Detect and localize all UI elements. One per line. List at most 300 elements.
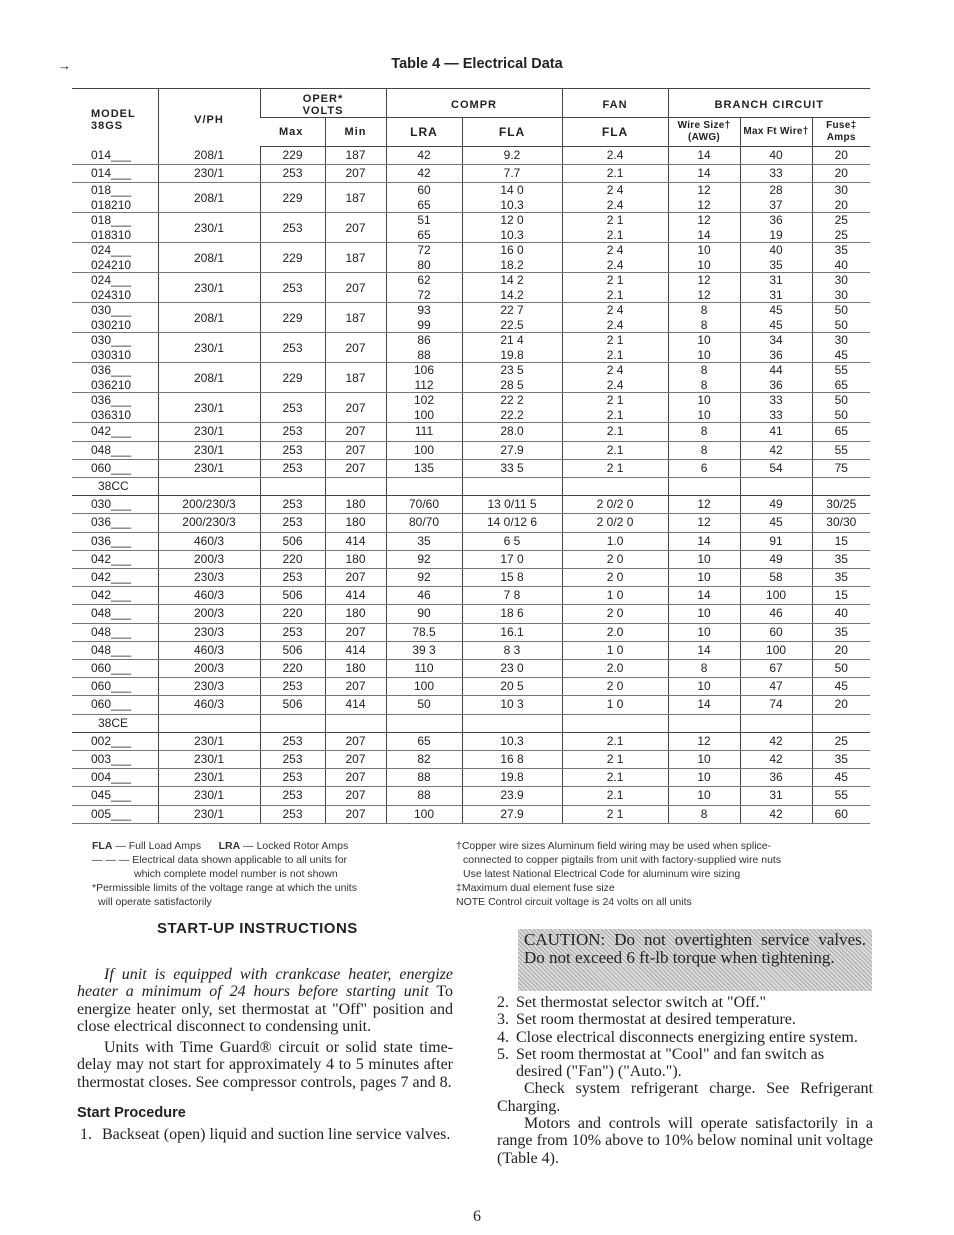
lra-cell: 70/60 bbox=[386, 496, 462, 514]
lra-cell: 106 112 bbox=[386, 363, 462, 393]
fan-cell: 2 4 2.4 bbox=[562, 183, 668, 213]
model-cell bbox=[72, 550, 158, 568]
model-number: 024___ bbox=[91, 273, 132, 288]
table-row bbox=[72, 805, 870, 823]
model-number: 005___ bbox=[91, 806, 132, 821]
model-suffix-blank: ___ bbox=[111, 770, 132, 785]
header-fan: FAN bbox=[562, 89, 668, 118]
min-cell: 207 bbox=[325, 787, 386, 805]
wire-cell: 14 bbox=[668, 147, 740, 165]
ft-cell: 49 bbox=[740, 550, 812, 568]
fan-cell: 2 1 bbox=[562, 459, 668, 477]
max-cell: 229 bbox=[260, 363, 325, 393]
fan-cell: 2 0 bbox=[562, 569, 668, 587]
max-cell: 253 bbox=[260, 423, 325, 441]
model-cell bbox=[72, 641, 158, 659]
lra-cell: 46 bbox=[386, 587, 462, 605]
empty-cell bbox=[158, 478, 260, 496]
empty-cell bbox=[386, 714, 462, 732]
min-cell: 180 bbox=[325, 605, 386, 623]
model-suffix-blank: ___ bbox=[111, 570, 132, 585]
fan-cell: 2.1 bbox=[562, 441, 668, 459]
table-row bbox=[72, 441, 870, 459]
model-cell bbox=[72, 660, 158, 678]
fan-cell: 2.4 bbox=[562, 147, 668, 165]
min-cell: 207 bbox=[325, 423, 386, 441]
fuse-cell: 25 bbox=[812, 732, 870, 750]
note-fla-abbr: FLA bbox=[92, 840, 113, 852]
fuse-cell: 20 bbox=[812, 696, 870, 714]
voltage-paragraph: Motors and controls will operate satisfactorily in a range from 10% above to 10% below nominal unit voltage (Table 4). bbox=[497, 1115, 873, 1167]
vph-cell: 208/1 bbox=[158, 183, 260, 213]
model-number: 042___ bbox=[91, 424, 132, 439]
table-title: Table 4 — Electrical Data bbox=[391, 56, 563, 72]
vph-cell: 200/3 bbox=[158, 550, 260, 568]
header-lra: LRA bbox=[386, 118, 462, 147]
wire-cell: 10 bbox=[668, 623, 740, 641]
fla-cell: 27.9 bbox=[462, 441, 562, 459]
fla-cell: 22 2 22.2 bbox=[462, 393, 562, 423]
model-number: 036___ bbox=[91, 363, 132, 378]
ft-cell: 36 bbox=[740, 769, 812, 787]
ft-cell: 54 bbox=[740, 459, 812, 477]
max-cell: 253 bbox=[260, 459, 325, 477]
fuse-cell: 20 bbox=[812, 147, 870, 165]
max-cell: 253 bbox=[260, 333, 325, 363]
crankcase-paragraph bbox=[77, 966, 453, 1035]
fan-cell: 2 4 2.4 bbox=[562, 363, 668, 393]
lra-cell: 135 bbox=[386, 459, 462, 477]
table-row bbox=[72, 393, 870, 423]
model-number: 048___ bbox=[91, 606, 132, 621]
min-cell: 187 bbox=[325, 183, 386, 213]
empty-cell bbox=[325, 478, 386, 496]
table-row bbox=[72, 532, 870, 550]
table-row bbox=[72, 660, 870, 678]
lra-cell: 42 bbox=[386, 147, 462, 165]
min-cell: 207 bbox=[325, 165, 386, 183]
fla-cell: 19.8 bbox=[462, 769, 562, 787]
fla-cell: 9.2 bbox=[462, 147, 562, 165]
fla-cell: 10 3 bbox=[462, 696, 562, 714]
model-suffix-blank: ___ bbox=[111, 213, 132, 228]
fuse-cell: 30 30 bbox=[812, 273, 870, 303]
model-suffix-blank: ___ bbox=[111, 303, 132, 318]
caution-box: CAUTION: Do not overtighten service valves. Do not exceed 6 ft-lb torque when tightening. bbox=[518, 929, 872, 991]
fuse-cell: 30/30 bbox=[812, 514, 870, 532]
table-row bbox=[72, 514, 870, 532]
table-row bbox=[72, 273, 870, 303]
fla-cell: 33 5 bbox=[462, 459, 562, 477]
ft-cell: 36 19 bbox=[740, 213, 812, 243]
empty-cell bbox=[562, 714, 668, 732]
note-lra-text: — Locked Rotor Amps bbox=[240, 840, 349, 852]
max-cell: 229 bbox=[260, 183, 325, 213]
ft-cell: 46 bbox=[740, 605, 812, 623]
model-suffix-blank: ___ bbox=[111, 733, 132, 748]
wire-cell: 12 bbox=[668, 732, 740, 750]
wire-cell: 12 bbox=[668, 514, 740, 532]
right-column bbox=[497, 994, 873, 1167]
min-cell: 207 bbox=[325, 393, 386, 423]
model-suffix-blank: ___ bbox=[111, 497, 132, 512]
notes-right bbox=[456, 839, 781, 909]
model-cell bbox=[72, 147, 158, 165]
wire-cell: 14 bbox=[668, 587, 740, 605]
model-suffix-blank: ___ bbox=[111, 243, 132, 258]
fan-cell: 2.1 bbox=[562, 787, 668, 805]
ft-cell: 42 bbox=[740, 732, 812, 750]
ft-cell: 58 bbox=[740, 569, 812, 587]
model-cell bbox=[72, 769, 158, 787]
lra-cell: 93 99 bbox=[386, 303, 462, 333]
table-row bbox=[72, 183, 870, 213]
vph-cell: 208/1 bbox=[158, 303, 260, 333]
fuse-cell: 45 bbox=[812, 769, 870, 787]
vph-cell: 200/230/3 bbox=[158, 496, 260, 514]
vph-cell: 460/3 bbox=[158, 696, 260, 714]
model-cell bbox=[72, 605, 158, 623]
ft-cell: 100 bbox=[740, 641, 812, 659]
note-lra-abbr: LRA bbox=[218, 840, 241, 852]
charge-paragraph: Check system refrigerant charge. See Refrigerant Charging. bbox=[497, 1080, 873, 1115]
wire-cell: 6 bbox=[668, 459, 740, 477]
fan-cell: 2.1 bbox=[562, 769, 668, 787]
model-cell bbox=[72, 496, 158, 514]
max-cell: 229 bbox=[260, 147, 325, 165]
vph-cell: 230/1 bbox=[158, 333, 260, 363]
model-cell bbox=[72, 623, 158, 641]
max-cell: 229 bbox=[260, 243, 325, 273]
model-number: 060___ bbox=[91, 697, 132, 712]
model-suffix-blank: ___ bbox=[111, 460, 132, 475]
header-max: Max bbox=[260, 118, 325, 147]
wire-cell: 10 bbox=[668, 550, 740, 568]
min-cell: 187 bbox=[325, 147, 386, 165]
vph-cell: 460/3 bbox=[158, 641, 260, 659]
step-2: 2. Set thermostat selector switch at "Off." bbox=[497, 994, 767, 1011]
fla-cell: 7.7 bbox=[462, 165, 562, 183]
fuse-cell: 50 bbox=[812, 660, 870, 678]
step-1-text: Backseat (open) liquid and suction line service valves. bbox=[102, 1126, 451, 1144]
table-row bbox=[72, 732, 870, 750]
table-row bbox=[72, 550, 870, 568]
ft-cell: 60 bbox=[740, 623, 812, 641]
lra-cell: 92 bbox=[386, 550, 462, 568]
vph-cell: 230/1 bbox=[158, 805, 260, 823]
ft-cell: 49 bbox=[740, 496, 812, 514]
fla-cell: 28.0 bbox=[462, 423, 562, 441]
ft-cell: 74 bbox=[740, 696, 812, 714]
model-cell bbox=[72, 805, 158, 823]
max-cell: 253 bbox=[260, 805, 325, 823]
empty-cell bbox=[260, 478, 325, 496]
fuse-cell: 15 bbox=[812, 587, 870, 605]
fan-cell: 1 0 bbox=[562, 587, 668, 605]
min-cell: 207 bbox=[325, 569, 386, 587]
lra-cell: 111 bbox=[386, 423, 462, 441]
model-cell bbox=[72, 363, 158, 393]
fan-cell: 2 1 2.1 bbox=[562, 213, 668, 243]
empty-cell bbox=[325, 714, 386, 732]
fla-cell: 12 0 10.3 bbox=[462, 213, 562, 243]
lra-cell: 110 bbox=[386, 660, 462, 678]
ft-cell: 42 bbox=[740, 441, 812, 459]
model-cell bbox=[72, 273, 158, 303]
note-asterisk-cont: will operate satisfactorily bbox=[98, 896, 212, 908]
empty-cell bbox=[668, 478, 740, 496]
fla-cell: 16.1 bbox=[462, 623, 562, 641]
fla-cell: 22 7 22.5 bbox=[462, 303, 562, 333]
model-cell bbox=[72, 532, 158, 550]
note-control: NOTE Control circuit voltage is 24 volts on all units bbox=[456, 896, 692, 908]
fan-cell: 2.1 bbox=[562, 732, 668, 750]
min-cell: 180 bbox=[325, 550, 386, 568]
table-row bbox=[72, 423, 870, 441]
wire-cell: 10 10 bbox=[668, 393, 740, 423]
min-cell: 207 bbox=[325, 769, 386, 787]
lra-cell: 39 3 bbox=[386, 641, 462, 659]
model-cell bbox=[72, 459, 158, 477]
model-number: 030210 bbox=[91, 317, 132, 332]
model-number: 018210 bbox=[91, 197, 132, 212]
fuse-cell: 35 bbox=[812, 751, 870, 769]
max-cell: 253 bbox=[260, 623, 325, 641]
model-number: 004___ bbox=[91, 770, 132, 785]
table-row bbox=[72, 641, 870, 659]
margin-arrow: → bbox=[58, 58, 71, 73]
model-suffix-blank: ___ bbox=[111, 624, 132, 639]
ft-cell: 40 35 bbox=[740, 243, 812, 273]
min-cell: 414 bbox=[325, 696, 386, 714]
model-suffix-blank: ___ bbox=[111, 551, 132, 566]
fla-cell: 15 8 bbox=[462, 569, 562, 587]
ft-cell: 45 bbox=[740, 514, 812, 532]
model-suffix-blank: ___ bbox=[111, 442, 132, 457]
fuse-cell: 65 bbox=[812, 423, 870, 441]
empty-cell bbox=[812, 478, 870, 496]
max-cell: 220 bbox=[260, 660, 325, 678]
lra-cell: 86 88 bbox=[386, 333, 462, 363]
note-dashes-cont: which complete model number is not shown bbox=[134, 868, 338, 880]
model-cell bbox=[72, 732, 158, 750]
fuse-cell: 50 50 bbox=[812, 303, 870, 333]
table-row bbox=[72, 605, 870, 623]
lra-cell: 88 bbox=[386, 769, 462, 787]
table-row bbox=[72, 569, 870, 587]
step-3: 3. Set room thermostat at desired temperature. bbox=[497, 1011, 796, 1029]
note-asterisk: *Permissible limits of the voltage range at which the units bbox=[92, 882, 357, 894]
fla-cell: 14 0/12 6 bbox=[462, 514, 562, 532]
max-cell: 253 bbox=[260, 787, 325, 805]
fla-cell: 17 0 bbox=[462, 550, 562, 568]
table-row bbox=[72, 165, 870, 183]
wire-cell: 10 bbox=[668, 678, 740, 696]
model-cell bbox=[72, 213, 158, 243]
section-header-row bbox=[72, 714, 870, 732]
fan-cell: 2 0 bbox=[562, 678, 668, 696]
wire-cell: 10 bbox=[668, 569, 740, 587]
section-name: 38CC bbox=[72, 478, 158, 496]
min-cell: 207 bbox=[325, 751, 386, 769]
empty-cell bbox=[740, 714, 812, 732]
step-5: 5. Set room thermostat at "Cool" and fan switch as desired ("Fan") ("Auto."). bbox=[497, 1045, 825, 1081]
table-row bbox=[72, 696, 870, 714]
note-nec: Use latest National Electrical Code for aluminum wire sizing bbox=[463, 868, 741, 880]
vph-cell: 230/1 bbox=[158, 769, 260, 787]
table-row bbox=[72, 303, 870, 333]
vph-cell: 230/1 bbox=[158, 441, 260, 459]
start-procedure-heading: Start Procedure bbox=[77, 1105, 186, 1122]
step-1-number: 1. bbox=[80, 1126, 92, 1144]
model-cell bbox=[72, 587, 158, 605]
min-cell: 207 bbox=[325, 623, 386, 641]
ft-cell: 28 37 bbox=[740, 183, 812, 213]
model-number: 014___ bbox=[91, 166, 132, 181]
fuse-cell: 55 bbox=[812, 441, 870, 459]
fuse-cell: 20 bbox=[812, 165, 870, 183]
fan-cell: 2.1 bbox=[562, 423, 668, 441]
wire-cell: 10 bbox=[668, 787, 740, 805]
lra-cell: 72 80 bbox=[386, 243, 462, 273]
lra-cell: 60 65 bbox=[386, 183, 462, 213]
model-suffix-blank: ___ bbox=[111, 588, 132, 603]
model-suffix-blank: ___ bbox=[111, 697, 132, 712]
vph-cell: 208/1 bbox=[158, 363, 260, 393]
min-cell: 414 bbox=[325, 532, 386, 550]
ft-cell: 33 bbox=[740, 165, 812, 183]
lra-cell: 65 bbox=[386, 732, 462, 750]
model-cell bbox=[72, 751, 158, 769]
wire-cell: 8 8 bbox=[668, 303, 740, 333]
header-fuse-amps: Fuse‡ Amps bbox=[812, 118, 870, 147]
ft-cell: 40 bbox=[740, 147, 812, 165]
wire-cell: 14 bbox=[668, 641, 740, 659]
max-cell: 253 bbox=[260, 441, 325, 459]
min-cell: 207 bbox=[325, 678, 386, 696]
fan-cell: 2.0 bbox=[562, 623, 668, 641]
fan-cell: 2 0/2 0 bbox=[562, 496, 668, 514]
fuse-cell: 30/25 bbox=[812, 496, 870, 514]
max-cell: 253 bbox=[260, 678, 325, 696]
fuse-cell: 35 40 bbox=[812, 243, 870, 273]
wire-cell: 12 12 bbox=[668, 273, 740, 303]
vph-cell: 230/1 bbox=[158, 393, 260, 423]
min-cell: 207 bbox=[325, 805, 386, 823]
fan-cell: 2 0 bbox=[562, 550, 668, 568]
header-wire-size: Wire Size† (AWG) bbox=[668, 118, 740, 147]
fuse-cell: 55 65 bbox=[812, 363, 870, 393]
fla-cell: 7 8 bbox=[462, 587, 562, 605]
ft-cell: 100 bbox=[740, 587, 812, 605]
model-suffix-blank: ___ bbox=[111, 533, 132, 548]
step-1 bbox=[77, 1126, 453, 1143]
model-number: 024310 bbox=[91, 287, 132, 302]
header-oper-volts: OPER* VOLTS bbox=[260, 89, 386, 118]
table-row bbox=[72, 751, 870, 769]
empty-cell bbox=[462, 478, 562, 496]
wire-cell: 8 8 bbox=[668, 363, 740, 393]
model-number: 048___ bbox=[91, 624, 132, 639]
fan-cell: 2.0 bbox=[562, 660, 668, 678]
model-number: 036210 bbox=[91, 377, 132, 392]
model-number: 060___ bbox=[91, 679, 132, 694]
vph-cell: 200/3 bbox=[158, 605, 260, 623]
fuse-cell: 55 bbox=[812, 787, 870, 805]
model-cell bbox=[72, 333, 158, 363]
min-cell: 187 bbox=[325, 243, 386, 273]
empty-cell bbox=[562, 478, 668, 496]
max-cell: 506 bbox=[260, 532, 325, 550]
fuse-cell: 35 bbox=[812, 569, 870, 587]
model-cell bbox=[72, 696, 158, 714]
max-cell: 253 bbox=[260, 393, 325, 423]
table-row bbox=[72, 243, 870, 273]
note-fuse: ‡Maximum dual element fuse size bbox=[456, 882, 615, 894]
model-cell bbox=[72, 243, 158, 273]
max-cell: 253 bbox=[260, 165, 325, 183]
table-row bbox=[72, 678, 870, 696]
ft-cell: 45 45 bbox=[740, 303, 812, 333]
wire-cell: 12 14 bbox=[668, 213, 740, 243]
model-suffix-blank: ___ bbox=[111, 606, 132, 621]
vph-cell: 230/1 bbox=[158, 213, 260, 243]
table-row bbox=[72, 769, 870, 787]
fla-cell: 14 2 14.2 bbox=[462, 273, 562, 303]
empty-cell bbox=[812, 714, 870, 732]
wire-cell: 10 bbox=[668, 751, 740, 769]
max-cell: 253 bbox=[260, 496, 325, 514]
vph-cell: 230/1 bbox=[158, 165, 260, 183]
model-number: 014___ bbox=[91, 147, 132, 162]
wire-cell: 12 bbox=[668, 496, 740, 514]
header-fan-fla: FLA bbox=[562, 118, 668, 147]
model-cell bbox=[72, 423, 158, 441]
vph-cell: 208/1 bbox=[158, 243, 260, 273]
fuse-cell: 30 20 bbox=[812, 183, 870, 213]
lra-cell: 88 bbox=[386, 787, 462, 805]
wire-cell: 12 12 bbox=[668, 183, 740, 213]
fla-cell: 10.3 bbox=[462, 732, 562, 750]
model-number: 048___ bbox=[91, 442, 132, 457]
lra-cell: 42 bbox=[386, 165, 462, 183]
fla-cell: 14 0 10.3 bbox=[462, 183, 562, 213]
vph-cell: 230/1 bbox=[158, 751, 260, 769]
max-cell: 229 bbox=[260, 303, 325, 333]
crankcase-instructions: To energize heater only, set thermostat at "Off" position and close electrical disconnect to condensing unit. bbox=[77, 983, 453, 1035]
model-suffix-blank: ___ bbox=[111, 333, 132, 348]
fla-cell: 23 5 28 5 bbox=[462, 363, 562, 393]
table-row bbox=[72, 623, 870, 641]
table-row bbox=[72, 459, 870, 477]
step-4: 4. Close electrical disconnects energizing entire system. bbox=[497, 1028, 858, 1046]
wire-cell: 10 10 bbox=[668, 243, 740, 273]
model-cell bbox=[72, 678, 158, 696]
min-cell: 414 bbox=[325, 641, 386, 659]
model-number: 018___ bbox=[91, 213, 132, 228]
fuse-cell: 15 bbox=[812, 532, 870, 550]
model-number: 042___ bbox=[91, 570, 132, 585]
ft-cell: 42 bbox=[740, 805, 812, 823]
fan-cell: 1.0 bbox=[562, 532, 668, 550]
ft-cell: 91 bbox=[740, 532, 812, 550]
vph-cell: 230/1 bbox=[158, 423, 260, 441]
fan-cell: 2 4 2.4 bbox=[562, 303, 668, 333]
fla-cell: 21 4 19.8 bbox=[462, 333, 562, 363]
vph-cell: 208/1 bbox=[158, 147, 260, 165]
min-cell: 207 bbox=[325, 333, 386, 363]
fuse-cell: 75 bbox=[812, 459, 870, 477]
